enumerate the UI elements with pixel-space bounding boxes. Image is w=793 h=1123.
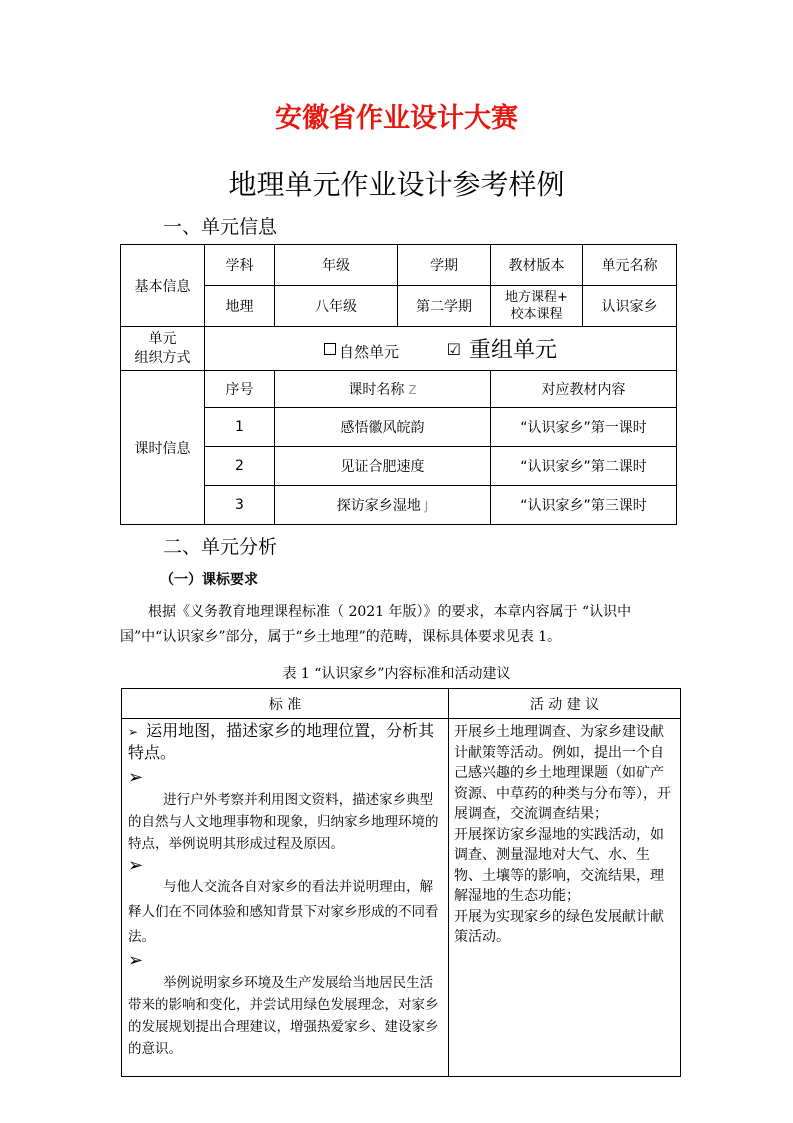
bullet-arrow-icon: ➢ [128, 725, 139, 739]
bullet-arrow-icon: ➢ [128, 767, 144, 788]
activity-item: 开展探访家乡湿地的实践活动，如调查、测量湿地对大气、水、生物、土壤等的影响，交流结果，理解湿地的生态功能； [454, 826, 664, 904]
natural-unit-checkbox[interactable] [324, 343, 339, 361]
basic-info-label: 基本信息 [121, 245, 205, 327]
lesson-name [275, 486, 491, 525]
lesson-name-text: 探访家乡湿地 [336, 498, 421, 514]
org-mode-label: 单元 组织方式 [121, 327, 205, 371]
lesson-content: “认识家乡”第一课时 [491, 408, 677, 447]
standard-text: 进行户外考察并利用图文资料，描述家乡典型的自然与人文地理事物和现象，归纳家乡地理环境的特点，举例说明其形成过程及原因。 [128, 792, 439, 852]
lesson-header-content: 对应教材内容 [491, 371, 677, 408]
section-heading-unit-analysis: 二、单元分析 [163, 536, 278, 558]
activity-item: 开展乡土地理调查、为家乡建设献计献策等活动。例如，提出一个自己感兴趣的乡土地理课题（如矿产资源、中草药的种类与分布等），开展调查，交流调查结果； [454, 724, 671, 822]
bullet-arrow-icon: ➢ [128, 855, 144, 876]
value-grade: 八年级 [275, 286, 398, 327]
stray-mark: J [424, 499, 429, 513]
lesson-no: 1 [205, 408, 275, 447]
curriculum-paragraph: 根据《义务教育地理课程标准（ 2021 年版）》的要求，本章内容属于 “认识中国”中“认识家乡”部分，属于“乡土地理”的范畴，课标具体要求见表 1。 [120, 604, 632, 645]
activity-item: 开展为实现家乡的绿色发展献计献策活动。 [454, 908, 664, 945]
lesson-header-name [275, 371, 491, 408]
standard-item [128, 721, 442, 765]
lesson-header-no: 序号 [205, 371, 275, 408]
lesson-no: 2 [205, 447, 275, 486]
bullet-arrow-icon: ➢ [128, 950, 144, 971]
lesson-info-label: 课时信息 [121, 371, 205, 525]
contest-title: 安徽省作业设计大赛 [275, 103, 518, 134]
activities-header: 活 动 建 议 [449, 689, 681, 719]
section-heading-unit-info: 一、单元信息 [163, 216, 278, 238]
value-textbook: 地方课程+ 校本课程 [491, 286, 583, 327]
header-unit-name: 单元名称 [583, 245, 677, 286]
natural-unit-label: 自然单元 [339, 343, 400, 361]
table-caption: 表 1 “认识家乡”内容标准和活动建议 [282, 666, 511, 682]
subheading-curriculum: （一）课标要求 [160, 572, 258, 588]
header-textbook: 教材版本 [491, 245, 583, 286]
standard-text: 与他人交流各自对家乡的看法并说明理由，解释人们在不同体验和感知背景下对家乡形成的不同看法。 [128, 879, 439, 945]
standard-item [128, 769, 442, 855]
document-title: 地理单元作业设计参考样例 [228, 168, 565, 201]
standard-item [128, 952, 442, 1060]
lesson-name: 见证合肥速度 [275, 447, 491, 486]
unit-info-table [120, 244, 677, 525]
org-mode-options [205, 327, 677, 371]
header-subject: 学科 [205, 245, 275, 286]
activities-cell [449, 719, 681, 1077]
standards-cell [122, 719, 449, 1077]
lesson-name: 感悟徽风皖韵 [275, 408, 491, 447]
reorg-unit-label: 重组单元 [468, 338, 557, 363]
checked-box-icon[interactable]: ☑ [446, 340, 461, 359]
header-semester: 学期 [398, 245, 491, 286]
standard-text: 运用地图，描述家乡的地理位置，分析其特点。 [128, 721, 435, 762]
standards-table [121, 688, 681, 1077]
stray-mark: Z [408, 383, 417, 397]
value-semester: 第二学期 [398, 286, 491, 327]
standard-item [128, 857, 442, 950]
standard-text: 举例说明家乡环境及生产发展给当地居民生活带来的影响和变化，并尝试用绿色发展理念，对家乡的发展规划提出合理建议，增强热爱家乡、建设家乡的意识。 [128, 975, 439, 1057]
lesson-header-name-text: 课时名称 [348, 382, 405, 398]
value-unit-name: 认识家乡 [583, 286, 677, 327]
standards-header: 标 准 [122, 689, 449, 719]
header-grade: 年级 [275, 245, 398, 286]
lesson-content: “认识家乡”第三课时 [491, 486, 677, 525]
value-subject: 地理 [205, 286, 275, 327]
lesson-content: “认识家乡”第二课时 [491, 447, 677, 486]
lesson-no: 3 [205, 486, 275, 525]
